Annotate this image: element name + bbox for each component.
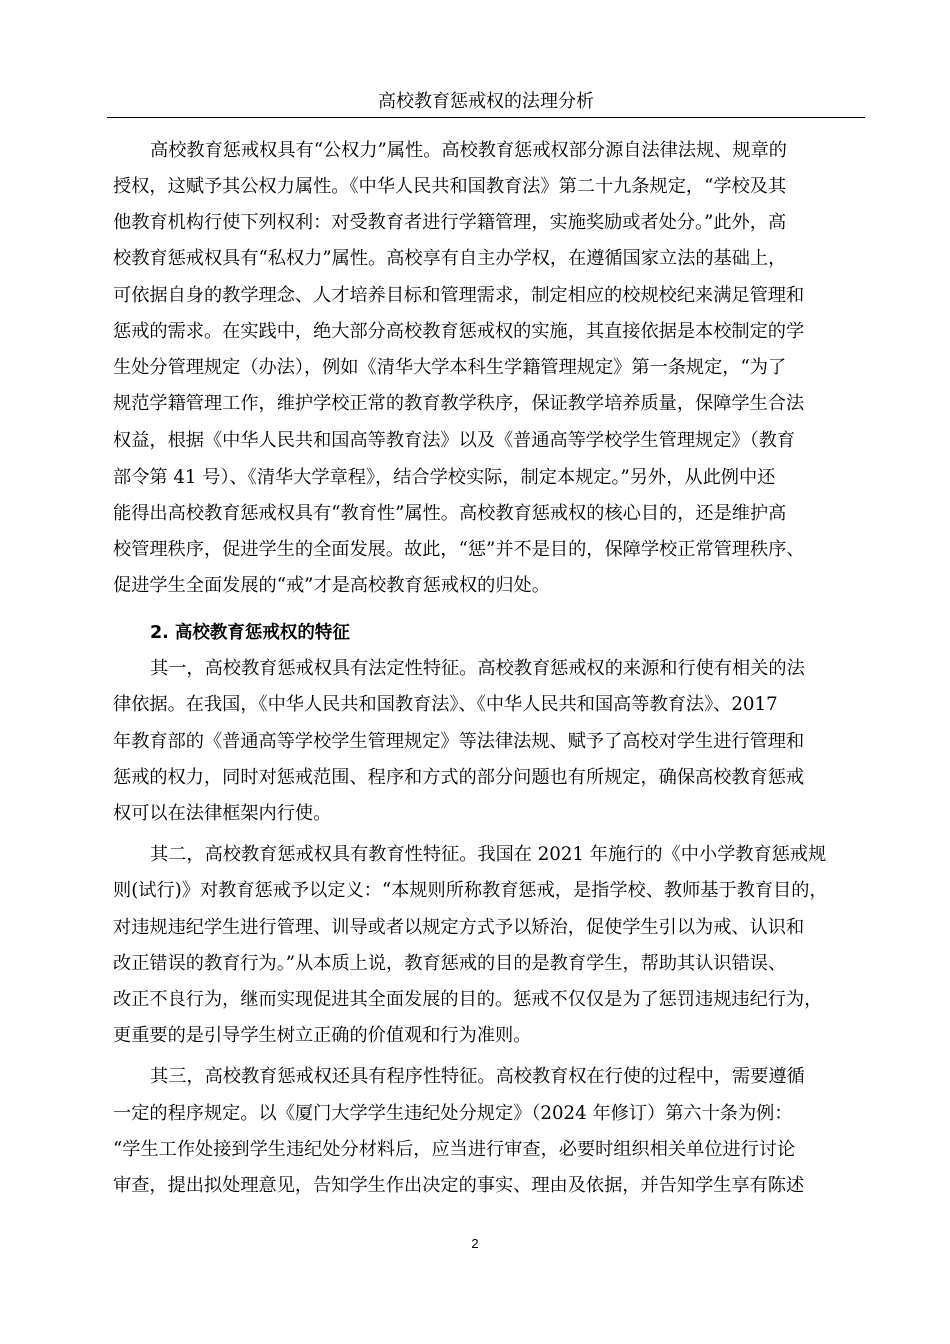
paragraph-line: 改正错误的教育行为。”从本质上说，教育惩戒的目的是教育学生，帮助其认识错误、 [113,953,787,974]
paragraph-line: 对违规违纪学生进行管理、训导或者以规定方式予以矫治，促使学生引以为戒、认识和 [113,917,805,938]
paragraph-line: 其三，高校教育惩戒权还具有程序性特征。高校教育权在行使的过程中，需要遵循 [150,1066,805,1087]
paragraph-line: 他教育机构行使下列权利：对受教育者进行学籍管理，实施奖励或者处分。”此外，高 [113,212,787,233]
section-heading: 2. 高校教育惩戒权的特征 [150,623,350,643]
paragraph-line: 律依据。在我国，《中华人民共和国教育法》、《中华人民共和国高等教育法》、2017 [113,694,778,715]
paragraph-line: 生处分管理规定（办法），例如《清华大学本科生学籍管理规定》第一条规定，“为了 [113,357,787,378]
paragraph-line: 高校教育惩戒权具有“公权力”属性。高校教育惩戒权部分源自法律法规、规章的 [150,140,787,161]
paragraph-line: 审查，提出拟处理意见，告知学生作出决定的事实、理由及依据，并告知学生享有陈述 [113,1175,805,1196]
paragraph-line: 其二，高校教育惩戒权具有教育性特征。我国在 2021 年施行的《中小学教育惩戒规 [150,844,827,865]
paragraph-line: 规范学籍管理工作，维护学校正常的教育教学秩序，保证教学培养质量，保障学生合法 [113,393,805,414]
paragraph-line: 年教育部的《普通高等学校学生管理规定》等法律法规、赋予了高校对学生进行管理和 [113,731,805,752]
paragraph-line: 其一，高校教育惩戒权具有法定性特征。高校教育惩戒权的来源和行使有相关的法 [150,658,805,679]
paragraph-line: 则(试行)》对教育惩戒予以定义：“本规则所称教育惩戒，是指学校、教师基于教育目的， [113,880,828,901]
paragraph-line: 校管理秩序，促进学生的全面发展。故此，“惩”并不是目的，保障学校正常管理秩序、 [113,539,805,560]
paragraph-line: 更重要的是引导学生树立正确的价值观和行为准则。 [113,1025,532,1046]
paragraph-line: 可依据自身的教学理念、人才培养目标和管理需求，制定相应的校规校纪来满足管理和 [113,285,805,306]
paragraph-line: 促进学生全面发展的“戒”才是高校教育惩戒权的归处。 [113,575,550,596]
paragraph-line: 部令第 41 号）、《清华大学章程》，结合学校实际，制定本规定。”另外，从此例中还 [113,467,776,488]
paragraph-line: “学生工作处接到学生违纪处分材料后，应当进行审查，必要时组织相关单位进行讨论 [113,1139,796,1160]
paragraph-line: 一定的程序规定。以《厦门大学学生违纪处分规定》（2024 年修订）第六十条为例： [113,1103,793,1124]
paragraph-line: 校教育惩戒权具有“私权力”属性。高校享有自主办学权，在遵循国家立法的基础上， [113,248,787,269]
paragraph-line: 惩戒的权力，同时对惩戒范围、程序和方式的部分问题也有所规定，确保高校教育惩戒 [113,767,805,788]
paragraph-line: 惩戒的需求。在实践中，绝大部分高校教育惩戒权的实施，其直接依据是本校制定的学 [113,321,805,342]
header-divider [107,117,865,118]
paragraph-line: 能得出高校教育惩戒权具有“教育性”属性。高校教育惩戒权的核心目的，还是维护高 [113,503,787,524]
paragraph-line: 权益，根据《中华人民共和国高等教育法》以及《普通高等学校学生管理规定》（教育 [113,430,796,451]
paragraph-line: 授权，这赋予其公权力属性。《中华人民共和国教育法》第二十九条规定，“学校及其 [113,176,787,197]
page-number: 2 [471,1236,479,1251]
paragraph-line: 权可以在法律框架内行使。 [113,803,332,824]
running-header-title: 高校教育惩戒权的法理分析 [378,91,594,112]
paragraph-line: 改正不良行为，继而实现促进其全面发展的目的。惩戒不仅仅是为了惩罚违规违纪行为， [113,989,823,1010]
